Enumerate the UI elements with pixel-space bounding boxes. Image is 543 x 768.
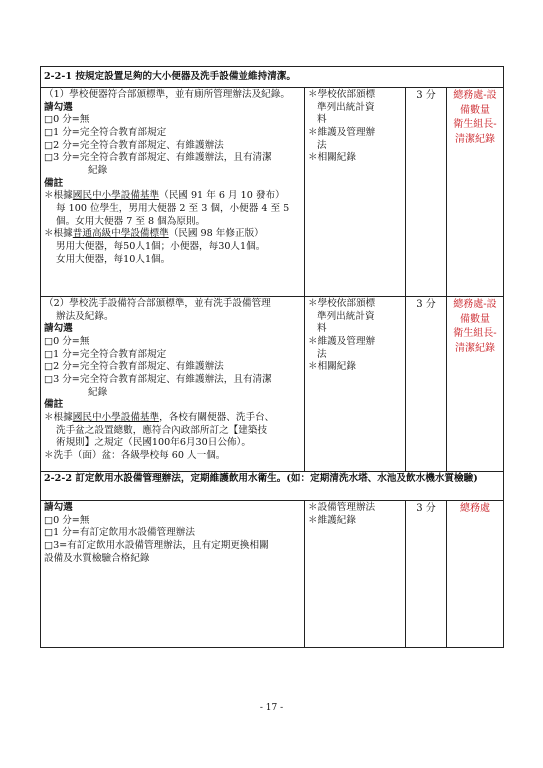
page-number: - 17 -	[259, 703, 284, 713]
option-checkbox[interactable]: □0 分=無	[44, 335, 90, 347]
option-continuation: 紀錄	[88, 164, 108, 176]
option-checkbox[interactable]: □2 分=完全符合教育部規定、有維護辦法	[44, 139, 224, 151]
section-heading: 2-2-1 按規定設置足夠的大小便器及洗手設備並維持清潔。	[41, 67, 504, 88]
option-checkbox[interactable]: □3=有訂定飲用水設備管理辦法，且有定期更換相關	[44, 539, 269, 551]
item-text: 辦法及紀錄。	[56, 310, 114, 322]
section-heading-row	[41, 67, 504, 88]
option-checkbox[interactable]: □3 分=完全符合教育部規定、有維護辦法，且有清潔	[44, 152, 272, 164]
score-cell: 3 分	[406, 88, 447, 297]
item-text: （2）學校洗手設備符合部頒標準，並有洗手設備管理	[44, 298, 271, 309]
criteria-description	[41, 501, 305, 648]
criteria-table	[40, 66, 504, 648]
section-heading: 2-2-2 訂定飲用水設備管理辦法，定期維護飲用水衛生。(如：定期清洗水塔、水池及飲水機水質檢驗)	[41, 472, 504, 501]
note-label: 備註	[44, 177, 64, 189]
note-label: 備註	[44, 399, 64, 411]
option-checkbox[interactable]: □1 分=有訂定飲用水設備管理辦法	[44, 527, 195, 539]
responsible-unit: 總務處-設 備數量 衛生組長- 清潔紀錄	[447, 297, 504, 472]
standard-link: 國民中小學設備基準	[72, 411, 160, 423]
score-cell: 3 分	[406, 297, 447, 472]
section-heading-row	[41, 472, 504, 501]
criteria-row	[41, 88, 504, 297]
choose-label: 請勾選	[44, 323, 73, 335]
standard-link: 普通高級中學設備標準	[72, 228, 169, 240]
evidence-list: ＊設備管理辦法 ＊維護紀錄	[305, 501, 406, 648]
criteria-description	[41, 297, 305, 472]
item-text: （1）學校便器符合部頒標準，並有廁所管理辦法及紀錄。	[44, 89, 290, 100]
evidence-list: ＊學校依部頒標 準列出統計資 料 ＊維護及管理辦 法 ＊相關紀錄	[305, 297, 406, 472]
evidence-list: ＊學校依部頒標 準列出統計資 料 ＊維護及管理辦 法 ＊相關紀錄	[305, 88, 406, 297]
option-checkbox[interactable]: □1 分=完全符合教育部規定	[44, 348, 167, 360]
criteria-description	[41, 88, 305, 297]
choose-label: 請勾選	[44, 101, 73, 113]
option-checkbox[interactable]: □2 分=完全符合教育部規定、有維護辦法	[44, 361, 224, 373]
option-continuation: 設備及水質檢驗合格紀錄	[44, 552, 150, 564]
standard-link: 國民中小學設備基準	[72, 190, 160, 202]
responsible-unit: 總務處	[447, 501, 504, 648]
note-item: ＊根據國民中小學設備基準（民國 91 年 6 月 10 發布） 每 100 位學生，男用大便器 2 至 3 個，小便器 4 至 5 個。女用大便器 7 至 8 個為原則。	[44, 190, 290, 227]
responsible-unit: 總務處-設 備數量 衛生組長- 清潔紀錄	[447, 88, 504, 297]
note-item: ＊根據普通高級中學設備標準（民國 98 年修正版） 男用大便器，每50人1個；小便器，每30人1個。 女用大便器，每10人1個。	[44, 228, 266, 265]
option-checkbox[interactable]: □3 分=完全符合教育部規定、有維護辦法，且有清潔	[44, 373, 272, 385]
note-item: ＊洗手（面）盆：各級學校每 60 人一個。	[44, 449, 226, 461]
option-continuation: 紀錄	[88, 386, 108, 398]
option-checkbox[interactable]: □0 分=無	[44, 114, 90, 126]
score-cell: 3 分	[406, 501, 447, 648]
option-checkbox[interactable]: □0 分=無	[44, 514, 90, 526]
choose-label: 請勾選	[44, 502, 73, 513]
option-checkbox[interactable]: □1 分=完全符合教育部規定	[44, 126, 167, 138]
criteria-row	[41, 501, 504, 648]
note-item: ＊根據國民中小學設備基準，各校有關便器、洗手台、 洗手盆之設置總數，應符合內政部所訂之【建築技 術規則】之規定（民國100年6月30日公佈）。	[44, 411, 275, 449]
criteria-row	[41, 297, 504, 472]
